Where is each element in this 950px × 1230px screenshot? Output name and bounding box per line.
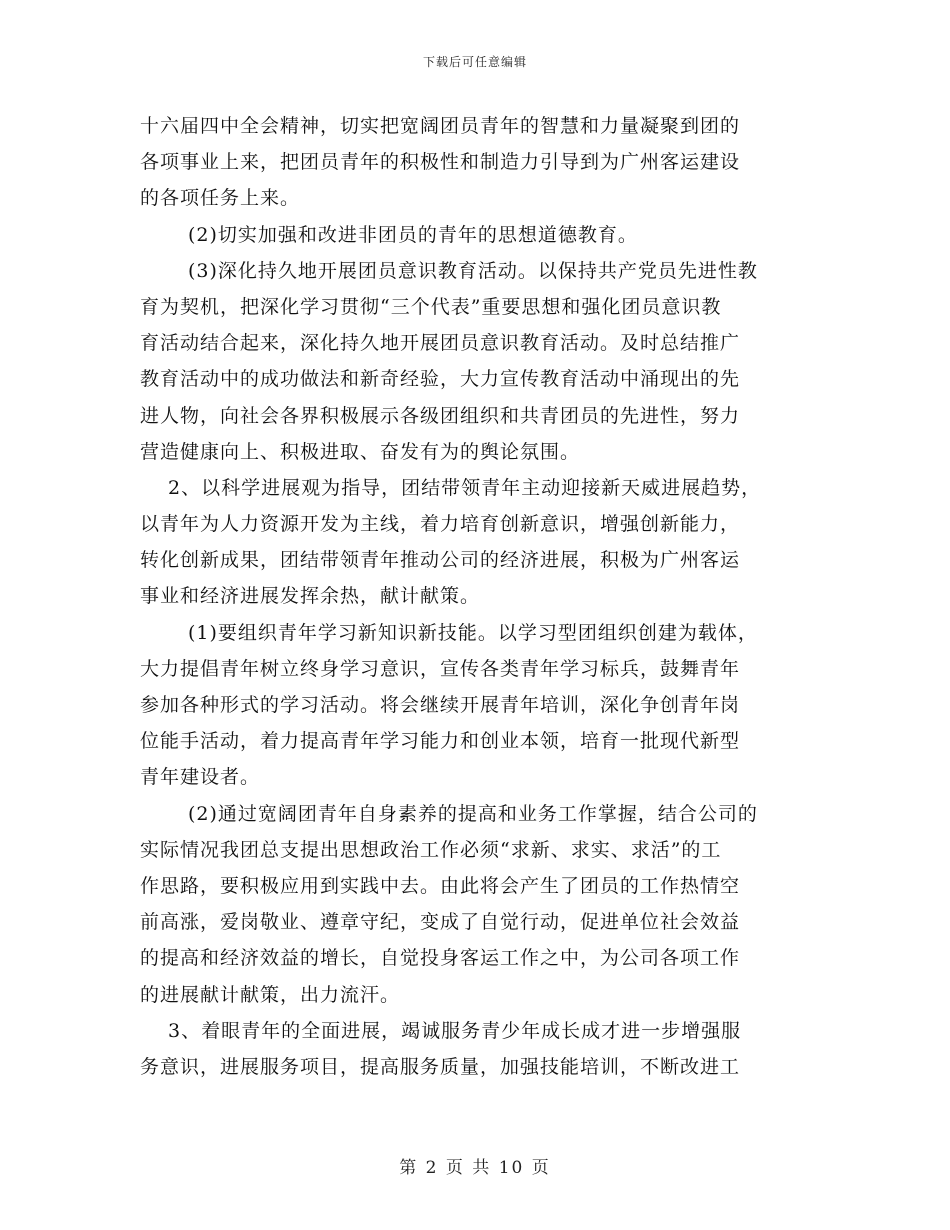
body-text-line: 务意识，进展服务项目，提高服务质量，加强技能培训，不断改进工 [140,1055,741,1078]
document-body [140,108,820,1085]
body-text-line: 以青年为人力资源开发为主线，着力培育创新意识，增强创新能力， [140,513,741,536]
body-text-line: 进人物，向社会各界积极展示各级团组织和共青团员的先进性，努力 [140,404,741,427]
body-text-line: (1)要组织青年学习新知识新技能。以学习型团组织创建为载体， [188,621,758,644]
body-text-line: 3、着眼青年的全面进展，竭诚服务青少年成长成才进一步增强服 [168,1019,742,1042]
body-text-line: 育活动结合起来，深化持久地开展团员意识教育活动。及时总结推广 [140,332,741,355]
body-text-line: 实际情况我团总支提出思想政治工作必须“求新、求实、求活”的工 [140,838,722,861]
body-text-line: 教育活动中的成功做法和新奇经验，大力宣传教育活动中涌现出的先 [140,368,741,391]
body-text-line: 2、以科学进展观为指导，团结带领青年主动迎接新天威进展趋势， [168,476,762,499]
body-text-line: 大力提倡青年树立终身学习意识，宣传各类青年学习标兵，鼓舞青年 [140,657,741,680]
body-text-line: (3)深化持久地开展团员意识教育活动。以保持共产党员先进性教 [188,259,758,282]
body-text-line: 参加各种形式的学习活动。将会继续开展青年培训，深化争创青年岗 [140,694,741,716]
body-text-line: 各项事业上来，把团员青年的积极性和制造力引导到为广州客运建设 [140,151,741,174]
body-text-line: 事业和经济进展发挥余热，献计献策。 [140,585,481,608]
body-text-line: 十六届四中全会精神，切实把宽阔团员青年的智慧和力量凝聚到团的 [140,115,741,137]
body-text-line: 位能手活动，着力提高青年学习能力和创业本领，培育一批现代新型 [140,730,741,753]
body-text-line: 前高涨，爱岗敬业、遵章守纪，变成了自觉行动，促进单位社会效益 [140,911,741,934]
page-footer: 第 2 页 共 10 页 [399,1158,551,1178]
body-text-line: 的提高和经济效益的增长，自觉投身客运工作之中，为公司各项工作 [140,947,741,970]
body-text-line: 转化创新成果，团结带领青年推动公司的经济进展，积极为广州客运 [140,549,741,572]
body-text-line: 的各项任务上来。 [140,187,301,210]
body-text-line: (2)切实加强和改进非团员的青年的思想道德教育。 [188,223,638,246]
body-text-line: 育为契机，把深化学习贯彻“三个代表”重要思想和强化团员意识教 [140,295,722,318]
body-text-line: 的进展献计献策，出力流汗。 [140,983,401,1006]
body-text-line: 作思路，要积极应用到实践中去。由此将会产生了团员的工作热情空 [140,874,741,897]
body-text-line: 青年建设者。 [140,766,261,789]
body-text-line: (2)通过宽阔团青年自身素养的提高和业务工作掌握，结合公司的 [188,802,758,825]
body-text-line: 营造健康向上、积极进取、奋发有为的舆论氛围。 [140,440,581,463]
page-header: 下载后可任意编辑 [422,55,527,69]
